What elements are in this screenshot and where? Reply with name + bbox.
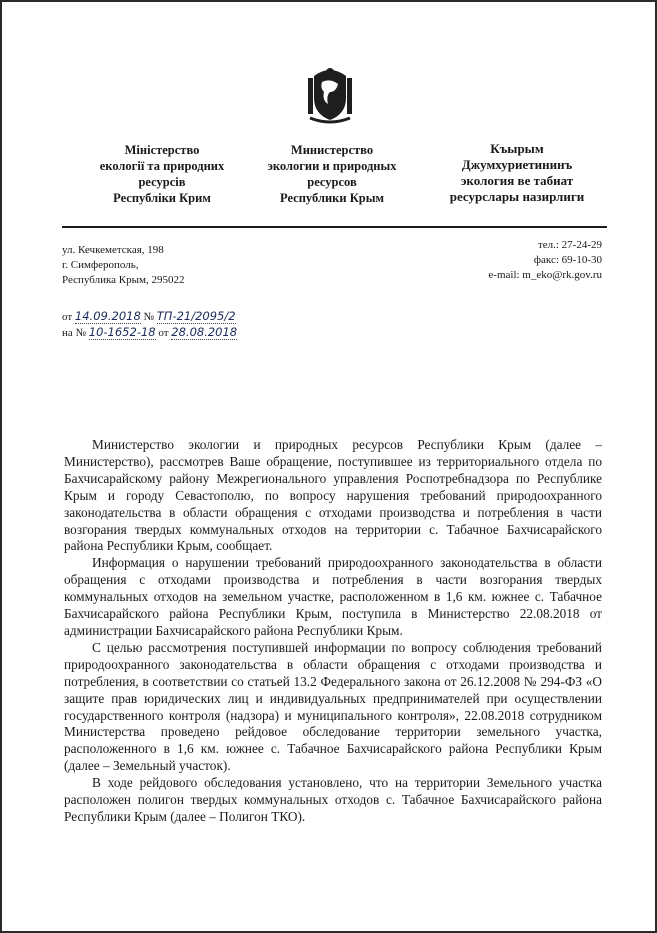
incoming-date: 28.08.2018 <box>171 325 238 339</box>
ministry-ru-line: Министерство <box>290 143 374 157</box>
body-paragraph: Информация о нарушении требований природоохранного законодательства в области обращения с отходами производства и потребления в части возгорания твердых коммунальных отходов на земельном участке, расположенном в 1,6 км. южнее с. Табачное Бахчисарайского района Республики Крым, поступила в Министерство 22.08.2018 от администрации Бахчисарайского района Республики Крым. <box>64 555 602 638</box>
ministry-name-ukrainian <box>72 142 252 206</box>
body-paragraph: Министерство экологии и природных ресурсов Республики Крым (далее – Министерство), рассмотрев Ваше обращение, поступившее из территориального отдела по Бахчисарайскому району Межрегионального управления Роспотребнадзора по Республике Крым и городу Севастополю, по вопросу нарушения требований природоохранного законодательства в области обращения с отходами производства и потребления в части возгорания твердых коммунальных отходов на территории с. Табачное Бахчисарайского района Республики Крым, сообщает. <box>64 437 602 554</box>
email: e-mail: m_eko@rk.gov.ru <box>488 269 602 281</box>
letter-body <box>64 437 602 826</box>
ministry-ua-line: екології та природних <box>99 159 225 173</box>
ministry-ua-line: Республіки Крим <box>113 191 211 205</box>
ministry-name-russian <box>242 142 422 206</box>
on-prefix: на № <box>62 327 87 339</box>
address-line: ул. Кечкеметская, 198 <box>62 244 164 256</box>
ministry-ua-line: Міністерство <box>124 143 200 157</box>
letter-date: 14.09.2018 <box>74 309 141 323</box>
contact-info <box>442 238 602 283</box>
fax: факс: 69-10-30 <box>533 254 602 266</box>
incoming-number: 10-1652-18 <box>88 325 156 339</box>
ministry-name-crimean-tatar <box>422 141 612 205</box>
reference-on-line <box>62 325 322 341</box>
header-divider <box>62 226 607 228</box>
from-prefix: от <box>62 311 73 323</box>
address-line: Республика Крым, 295022 <box>62 274 185 286</box>
ministry-ct-line: экология ве табиат <box>460 173 574 188</box>
ministry-ua-line: ресурсів <box>138 175 186 189</box>
ministry-ru-line: Республики Крым <box>280 191 384 205</box>
ministry-ru-line: ресурсов <box>307 175 357 189</box>
letter-number: ТП-21/2095/2 <box>156 309 236 323</box>
body-paragraph: В ходе рейдового обследования установлено, что на территории Земельного участка расположен полигон твердых коммунальных отходов с. Табачное Бахчисарайского района Республики Крым (далее – Полигон ТКО). <box>64 775 602 824</box>
number-prefix: № <box>143 311 155 323</box>
phone: тел.: 27-24-29 <box>537 239 602 251</box>
reference-from-line <box>62 309 322 325</box>
ministry-ru-line: экологии и природных <box>267 159 397 173</box>
postal-address <box>62 243 262 288</box>
ministry-ct-line: Джумхуриетининъ <box>461 157 573 172</box>
body-paragraph: С целью рассмотрения поступившей информации по вопросу соблюдения требований природоохранного законодательства в области обращения с отходами производства и потребления, в соответствии со статьей 13.2 Федерального закона от 26.12.2008 № 294-ФЗ «О защите прав юридических лиц и индивидуальных предпринимателей при осуществлении государственного контроля (надзора) и муниципального контроля», 22.08.2018 сотрудником Министерства проведено рейдовое обследование территории земельного участка, расположенного в 1,6 км. южнее с. Табачное Бахчисарайского района Республики Крым (далее – Земельный участок). <box>64 639 602 774</box>
ministry-ct-line: ресурслары назирлиги <box>449 189 585 204</box>
crimea-coat-of-arms-icon <box>306 62 354 124</box>
outgoing-reference <box>62 309 322 341</box>
on-date-prefix: от <box>158 327 169 339</box>
ministry-ct-line: Къырым <box>490 141 544 156</box>
address-line: г. Симферополь, <box>62 259 139 271</box>
